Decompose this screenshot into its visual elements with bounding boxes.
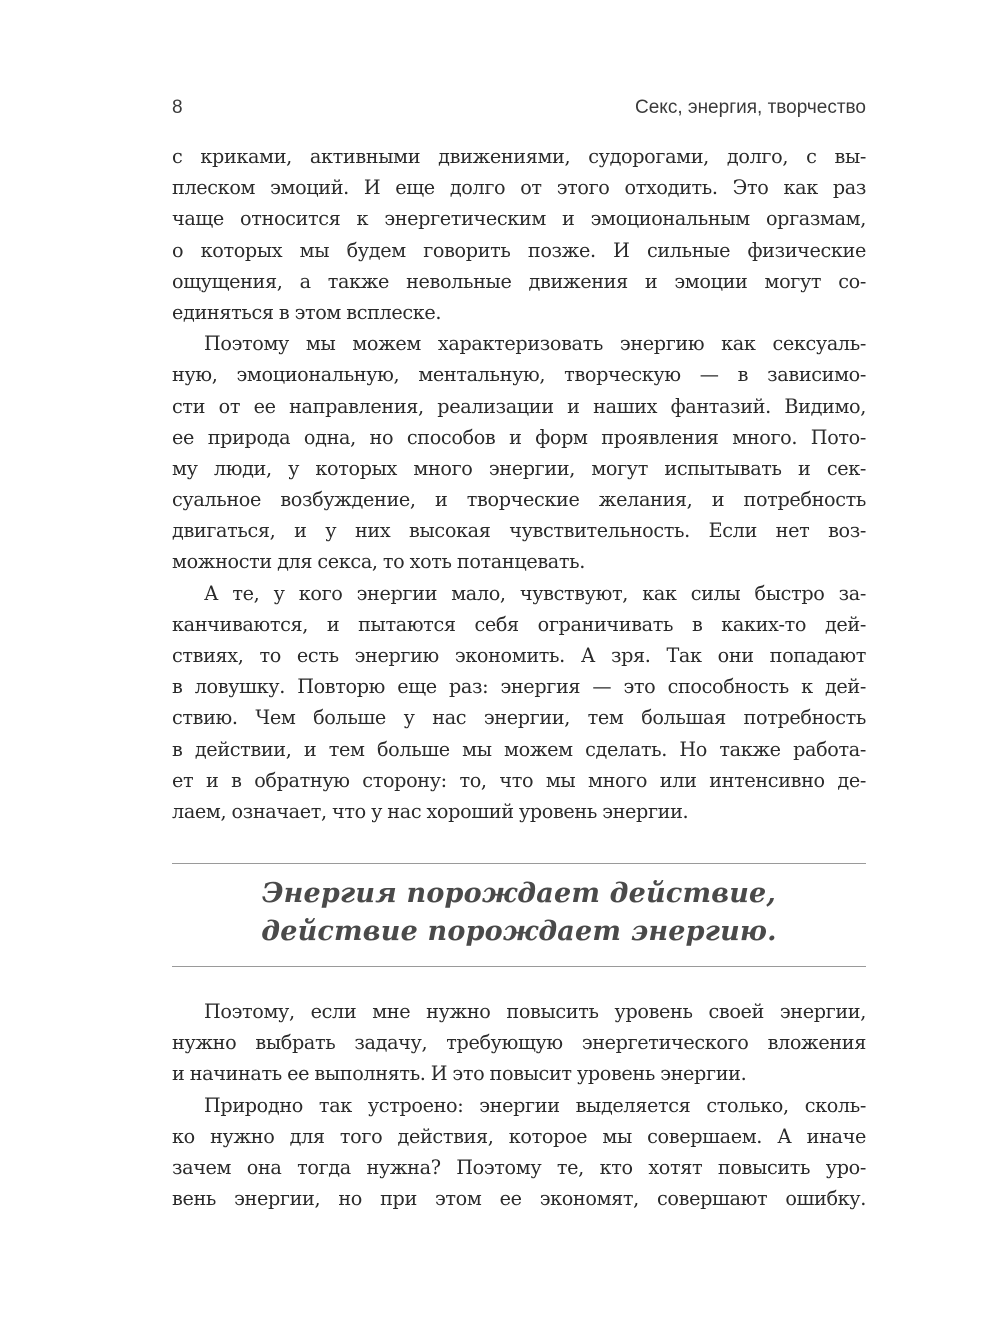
text-line: сти от ее направления, реализации и наших фантазий. Видимо, (172, 394, 866, 418)
text-line: Природно так устроено: энергии выделяется столько, сколь- (204, 1093, 866, 1117)
text-line: можности для секса, то хоть потанцевать. (172, 550, 585, 574)
text-line: вень энергии, но при этом ее экономят, совершают ошибку. (172, 1187, 866, 1211)
text-line: в ловушку. Повторю еще раз: энергия — это способность к дей- (172, 675, 866, 699)
pull-quote-line: действие порождает энергию. (261, 916, 777, 947)
text-line: в действии, и тем больше мы можем сделать. Но также работа- (172, 737, 866, 761)
text-line: суальное возбуждение, и творческие желания, и потребность (172, 488, 866, 512)
page-number: 8 (172, 97, 183, 118)
text-line: ее природа одна, но способов и форм проявления много. Пото- (172, 425, 866, 449)
running-head (172, 97, 866, 125)
body-text-section-1 (172, 141, 866, 827)
text-line: Поэтому, если мне нужно повысить уровень своей энергии, (204, 1000, 866, 1023)
text-line: ную, эмоциональную, ментальную, творческую — в зависимо- (172, 363, 866, 387)
quote-top-rule (172, 863, 866, 864)
text-line: ствию. Чем больше у нас энергии, тем большая потребность (172, 706, 866, 730)
text-line: чаще относится к энергетическим и эмоциональным оргазмам, (172, 207, 866, 231)
text-line: канчиваются, и пытаются себя ограничивать в каких-то дей- (172, 612, 866, 636)
text-line: Поэтому мы можем характеризовать энергию как сексуаль- (204, 332, 866, 356)
text-line: единяться в этом всплеске. (172, 300, 442, 324)
body-text-section-2 (172, 996, 866, 1214)
text-line: нужно выбрать задачу, требующую энергетического вложения (172, 1031, 866, 1055)
text-line: ощущения, а также невольные движения и эмоции могут со- (172, 269, 866, 293)
text-line: с криками, активными движениями, судорогами, долго, с вы- (172, 145, 866, 168)
text-line: ствиях, то есть энергию экономить. А зря. Так они попадают (172, 644, 866, 667)
pull-quote-text (172, 875, 866, 951)
text-line: ко нужно для того действия, которое мы совершаем. А иначе (172, 1124, 866, 1148)
pull-quote (172, 863, 866, 968)
text-line: му люди, у которых много энергии, могут испытывать и сек- (172, 456, 866, 480)
text-line: о которых мы будем говорить позже. И сильные физические (172, 238, 866, 262)
text-line: плеском эмоций. И еще долго от этого отходить. Это как раз (172, 176, 866, 200)
running-head-title: Секс, энергия, творчество (635, 97, 866, 118)
text-line: А те, у кого энергии мало, чувствуют, как силы быстро за- (204, 581, 866, 605)
quote-bottom-rule (172, 966, 866, 967)
text-line: двигаться, и у них высокая чувствительность. Если нет воз- (172, 519, 866, 543)
pull-quote-line: Энергия порождает действие, (261, 878, 777, 909)
text-line: зачем она тогда нужна? Поэтому те, кто хотят повысить уро- (172, 1155, 866, 1179)
text-line: и начинать ее выполнять. И это повысит уровень энергии. (172, 1062, 747, 1086)
text-line: ет и в обратную сторону: то, что мы много или интенсивно де- (172, 768, 866, 792)
text-line: лаем, означает, что у нас хороший уровень энергии. (172, 799, 689, 823)
